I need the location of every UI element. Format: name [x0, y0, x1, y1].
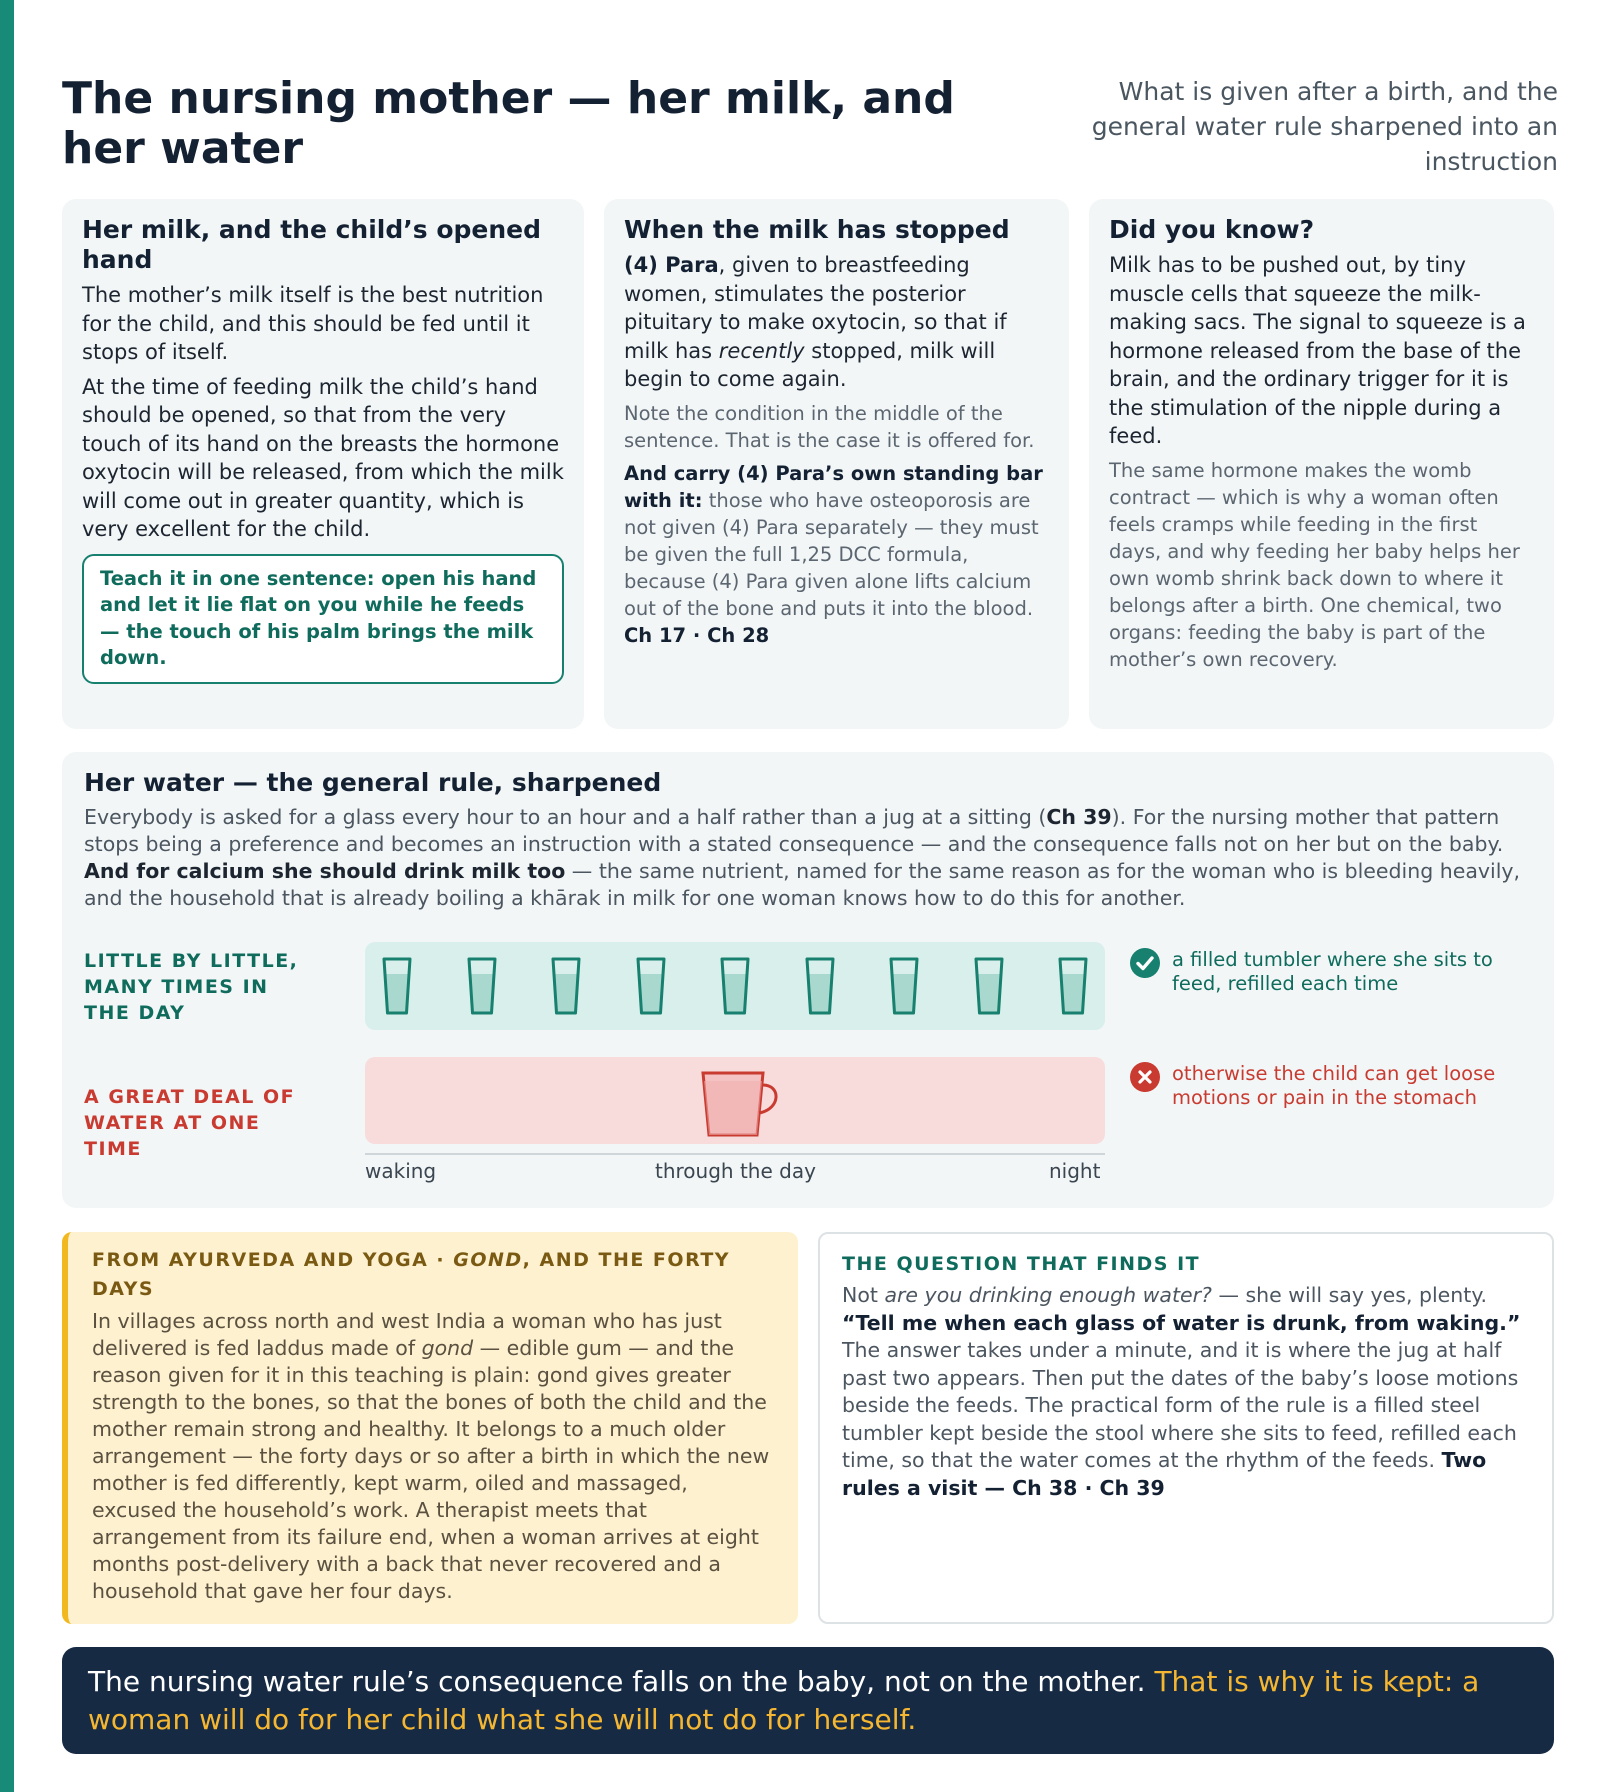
left-accent-stripe: [0, 0, 14, 1792]
chapter-reference: Ch 17 · Ch 28: [624, 623, 770, 647]
milk-stopped-card: [604, 199, 1069, 729]
tumbler-icon: [805, 956, 835, 1016]
question-body: [842, 1282, 1530, 1502]
milk-card-paragraph-2: At the time of feeding milk the child’s hand should be opened, so that from the very touch of its hand on the breasts the hormone oxytocin will be released, from which the milk will come out in greater quantity, which is very excellent for the child.: [82, 374, 564, 541]
axis-label-night: night: [1049, 1159, 1101, 1183]
tumbler-icon: [551, 956, 581, 1016]
ayurveda-body-b: — edible gum — and the reason given for it in this teaching is plain: gond gives greater strength to the bones, so that the bones of both the child and the mother remain strong and healthy. It belongs to a much older arrangement — the forty days or so after a birth in which the new mother is fed differently, kept warm, oiled and massaged, excused the household’s work. A therapist meets that arrangement from its failure end, when a woman arrives at eight months post-delivery with a back that never recovered and a household that gave her four days.: [92, 1336, 770, 1603]
footer-banner: [62, 1647, 1554, 1754]
little-by-little-label: LITTLE BY LITTLE, MANY TIMES IN THE DAY: [84, 950, 299, 1024]
jug-strip: [365, 1057, 1105, 1144]
ayurveda-body: [92, 1308, 776, 1605]
timeline-axis: [365, 1153, 1105, 1155]
question-body-a: Not: [842, 1283, 885, 1307]
tumbler-icon: [1058, 956, 1088, 1016]
ayurveda-body-em: gond: [421, 1336, 474, 1360]
question-body-b: — she will say yes, plenty.: [1211, 1283, 1488, 1307]
good-note-text: a filled tumbler where she sits to feed, refilled each time: [1172, 948, 1493, 995]
water-rule-body: [84, 804, 1532, 912]
milk-stopped-paragraph-1: [624, 251, 1049, 394]
great-deal-label: A GREAT DEAL OF WATER AT ONE TIME: [84, 1086, 296, 1160]
water-body-c: — the same nutrient, named for the same reason as for the woman who is bleeding heavily, and the household that is already boiling a khārak in milk for one woman knows how to do this for another.: [84, 859, 1521, 910]
did-you-know-heading: Did you know?: [1109, 215, 1315, 244]
water-rule-card: [62, 752, 1554, 1208]
standing-bar-body: those who have osteoporosis are not given (4) Para separately — they must be given the full 1,25 DCC formula, because (4) Para given alone lifts calcium out of the bone and puts it into the blood.: [624, 488, 1039, 620]
jug-icon: [697, 1063, 783, 1139]
axis-label-through-the-day: through the day: [655, 1159, 816, 1183]
ayurveda-kicker-em: GOND: [453, 1249, 523, 1271]
milk-card: [62, 199, 584, 729]
question-body-em: are you drinking enough water?: [884, 1283, 1212, 1307]
ayurveda-kicker-b: , AND THE FORTY DAYS: [92, 1249, 731, 1300]
tumbler-icon: [974, 956, 1004, 1016]
page-subtitle: What is given after a birth, and the general water rule sharpened into an instruction: [1091, 77, 1558, 176]
water-body-b: ). For the nursing mother that pattern stops being a preference and becomes an instruction with a stated consequence — and the consequence falls not on her but on the baby.: [84, 805, 1504, 856]
milk-stopped-paragraph-3: [624, 460, 1049, 649]
teach-callout: Teach it in one sentence: open his hand and let it lie flat on you while he feeds — the touch of his palm brings the milk down.: [82, 554, 564, 684]
x-circle-icon: [1130, 1062, 1160, 1092]
water-rule-heading: Her water — the general rule, sharpened: [84, 768, 662, 797]
ayurveda-body-a: In villages across north and west India a woman who has just delivered is fed laddus made of: [92, 1309, 722, 1360]
bad-note-text: otherwise the child can get loose motions or pain in the stomach: [1172, 1062, 1496, 1109]
water-body-a: Everybody is asked for a glass every hour to an hour and a half rather than a jug at a sitting (: [84, 805, 1047, 829]
milk-card-heading: Her milk, and the child’s opened hand: [82, 215, 542, 274]
milk-stopped-heading: When the milk has stopped: [624, 215, 1010, 244]
question-kicker: THE QUESTION THAT FINDS IT: [842, 1253, 1201, 1275]
para-text-a: , given to breastfeeding women, stimulates the posterior pituitary to make oxytocin, so that if milk has: [624, 253, 1007, 363]
axis-label-waking: waking: [365, 1159, 437, 1183]
ayurveda-box: [62, 1232, 798, 1624]
page-header: [62, 74, 1558, 184]
milk-stopped-paragraph-2: Note the condition in the middle of the sentence. That is the case it is offered for.: [624, 401, 1035, 452]
check-circle-icon: [1130, 948, 1160, 978]
question-box: [818, 1232, 1554, 1624]
para-lead: (4) Para: [624, 253, 719, 277]
question-body-ref: Two rules a visit — Ch 38 · Ch 39: [842, 1448, 1487, 1500]
tumbler-icon: [889, 956, 919, 1016]
para-text-b: stopped, milk will begin to come again.: [624, 338, 996, 391]
question-body-bold: “Tell me when each glass of water is drunk, from waking.”: [842, 1310, 1521, 1335]
question-body-c: The answer takes under a minute, and it is where the jug at half past two appears. Then put the dates of the baby’s loose motions beside the feeds. The practical form of the rule is a filled steel tumbler kept beside the stool where she sits to feed, refilled each time, so that the water comes at the rhythm of the feeds.: [842, 1338, 1519, 1472]
did-you-know-paragraph-2: The same hormone makes the womb contract — which is why a woman often feels cramps while feeding in the first days, and why feeding her baby helps her own womb shrink back down to where it belongs after a birth. One chemical, two organs: feeding the baby is part of the mother’s own recovery.: [1109, 458, 1520, 671]
tumbler-strip: [365, 942, 1105, 1030]
tumbler-icon: [467, 956, 497, 1016]
water-body-bold: And for calcium she should drink milk too: [84, 859, 566, 883]
footer-yellow-text: That is why it is kept: a woman will do for her child what she will not do for herself.: [88, 1665, 1480, 1736]
did-you-know-paragraph-1: Milk has to be pushed out, by tiny muscle cells that squeeze the milk-making sacs. The signal to squeeze is a hormone released from the base of the brain, and the ordinary trigger for it is the stimulation of the nipple during a feed.: [1109, 253, 1526, 448]
milk-card-paragraph-1: The mother’s milk itself is the best nutrition for the child, and this should be fed until it stops of itself.: [82, 283, 544, 364]
page-title: The nursing mother — her milk, and her water: [62, 73, 955, 174]
standing-bar-lead: And carry (4) Para’s own standing bar with it:: [624, 461, 1043, 512]
did-you-know-card: [1089, 199, 1554, 729]
ayurveda-kicker: [92, 1246, 776, 1304]
water-body-ref: Ch 39: [1046, 805, 1112, 829]
tumbler-icon: [636, 956, 666, 1016]
ayurveda-kicker-a: FROM AYURVEDA AND YOGA ·: [92, 1249, 454, 1271]
footer-white-text: The nursing water rule’s consequence falls on the baby, not on the mother.: [88, 1665, 1155, 1698]
tumbler-icon: [720, 956, 750, 1016]
para-emphasis: recently: [718, 338, 805, 363]
tumbler-icon: [382, 956, 412, 1016]
